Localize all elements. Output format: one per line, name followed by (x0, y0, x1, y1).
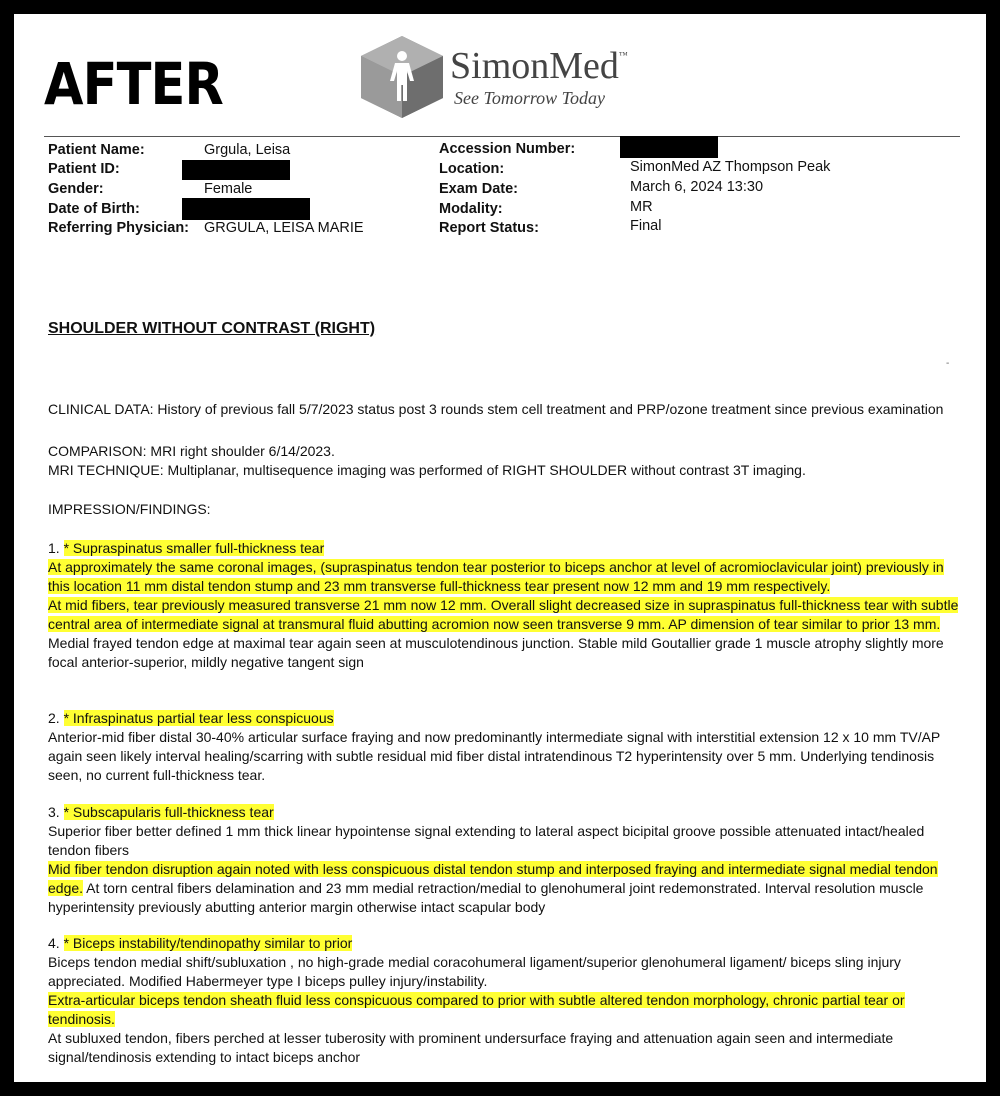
finding-3-heading: 3. * Subscapularis full-thickness tear (48, 804, 274, 820)
finding-4 (48, 934, 968, 1067)
dob-redaction (182, 198, 310, 220)
comparison: COMPARISON: MRI right shoulder 6/14/2023. (48, 443, 335, 459)
mri-technique: MRI TECHNIQUE: Multiplanar, multisequence imaging was performed of RIGHT SHOULDER without contrast 3T imaging. (48, 462, 806, 478)
report-status-value: Final (630, 218, 662, 234)
finding-2-detail: Anterior-mid fiber distal 30-40% articular surface fraying and now predominantly intermediate signal with interstitial extension 12 x 10 mm TV/AP again seen likely interval healing/scarring with subtle residual mid fiber distal intratendinous T2 hyperintensity over 5 mm. Underlying tendinosis seen, no current full-thickness tear. (48, 729, 941, 783)
modality-label: Modality: (439, 201, 503, 217)
scan-mark: - (946, 358, 950, 369)
dob-label: Date of Birth: (48, 201, 140, 217)
finding-3-detail-a: Superior fiber better defined 1 mm thick linear hypointense signal extending to lateral aspect bicipital groove possible attenuated intact/healed tendon fibers (48, 823, 925, 858)
finding-4-detail-c: At subluxed tendon, fibers perched at lesser tuberosity with prominent undersurface fraying and attenuation again seen and intermediate signal/tendinosis extending to intact biceps anchor (48, 1030, 894, 1065)
finding-4-detail-b: Extra-articular biceps tendon sheath fluid less conspicuous compared to prior with subtle altered tendon morphology, chronic partial tear or tendinosis. (48, 992, 905, 1027)
patient-id-redaction (182, 160, 290, 180)
finding-3 (48, 803, 968, 917)
referring-physician-value: GRGULA, LEISA MARIE (204, 220, 364, 236)
finding-2 (48, 709, 968, 785)
gender-label: Gender: (48, 181, 104, 197)
clinical-data: CLINICAL DATA: History of previous fall 5/7/2023 status post 3 rounds stem cell treatment and PRP/ozone treatment since previous examination (48, 401, 944, 417)
patient-id-label: Patient ID: (48, 161, 120, 177)
cube-person-logo-icon (357, 34, 447, 120)
patient-name-label: Patient Name: (48, 142, 145, 158)
referring-physician-label: Referring Physician: (48, 220, 190, 236)
finding-1 (48, 539, 968, 672)
location-label: Location: (439, 161, 505, 177)
brand-name: SimonMed™ (450, 45, 628, 87)
finding-2-heading: 2. * Infraspinatus partial tear less conspicuous (48, 710, 334, 726)
impression-heading: IMPRESSION/FINDINGS: (48, 501, 211, 517)
patient-name-value: Grgula, Leisa (204, 142, 291, 158)
exam-date-label: Exam Date: (439, 181, 518, 197)
accession-label: Accession Number: (439, 141, 576, 157)
finding-4-heading: 4. * Biceps instability/tendinopathy similar to prior (48, 935, 353, 951)
report-page (14, 14, 986, 1082)
exam-date-value: March 6, 2024 13:30 (630, 179, 764, 195)
report-status-label: Report Status: (439, 220, 539, 236)
header-divider (44, 136, 960, 137)
finding-3-detail-b: Mid fiber tendon disruption again noted with less conspicuous distal tendon stump and interposed fraying and intermediate signal medial tendon edge. At torn central fibers delamination and 23 mm medial retraction/medial to glenohumeral joint redemonstrated. Interval resolution muscle hyperintensity previously abutting anterior margin otherwise intact scapular body (48, 861, 938, 915)
brand-tagline: See Tomorrow Today (454, 88, 606, 108)
location-value: SimonMed AZ Thompson Peak (630, 159, 831, 175)
modality-value: MR (630, 199, 653, 215)
report-title: SHOULDER WITHOUT CONTRAST (RIGHT) (48, 320, 376, 337)
finding-4-detail-a: Biceps tendon medial shift/subluxation , no high-grade medial coracohumeral ligament/superior glenohumeral ligament/ biceps sling injury appreciated. Modified Habermeyer type I biceps pulley injury/instability. (48, 954, 901, 989)
finding-1-heading: 1. * Supraspinatus smaller full-thickness tear (48, 540, 325, 556)
after-stamp: AFTER (44, 50, 223, 118)
accession-redaction (620, 136, 718, 158)
finding-1-detail-a: At approximately the same coronal images, (supraspinatus tendon tear posterior to biceps anchor at level of acromioclavicular joint) previously in this location 11 mm distal tendon stump and 23 mm transverse full-thickness tear present now 12 mm and 19 mm respectively. (48, 559, 944, 594)
finding-1-detail-b: At mid fibers, tear previously measured transverse 21 mm now 12 mm. Overall slight decreased size in supraspinatus full-thickness tear with subtle central area of intermediate signal at transmural fluid abutting acromion now seen transverse 9 mm. AP dimension of tear similar to prior 13 mm. Medial frayed tendon edge at maximal tear again seen at musculotendinous junction. Stable mild Goutallier grade 1 muscle atrophy slightly more focal anterior-superior, mildly negative tangent sign (48, 597, 959, 670)
gender-value: Female (204, 181, 253, 197)
